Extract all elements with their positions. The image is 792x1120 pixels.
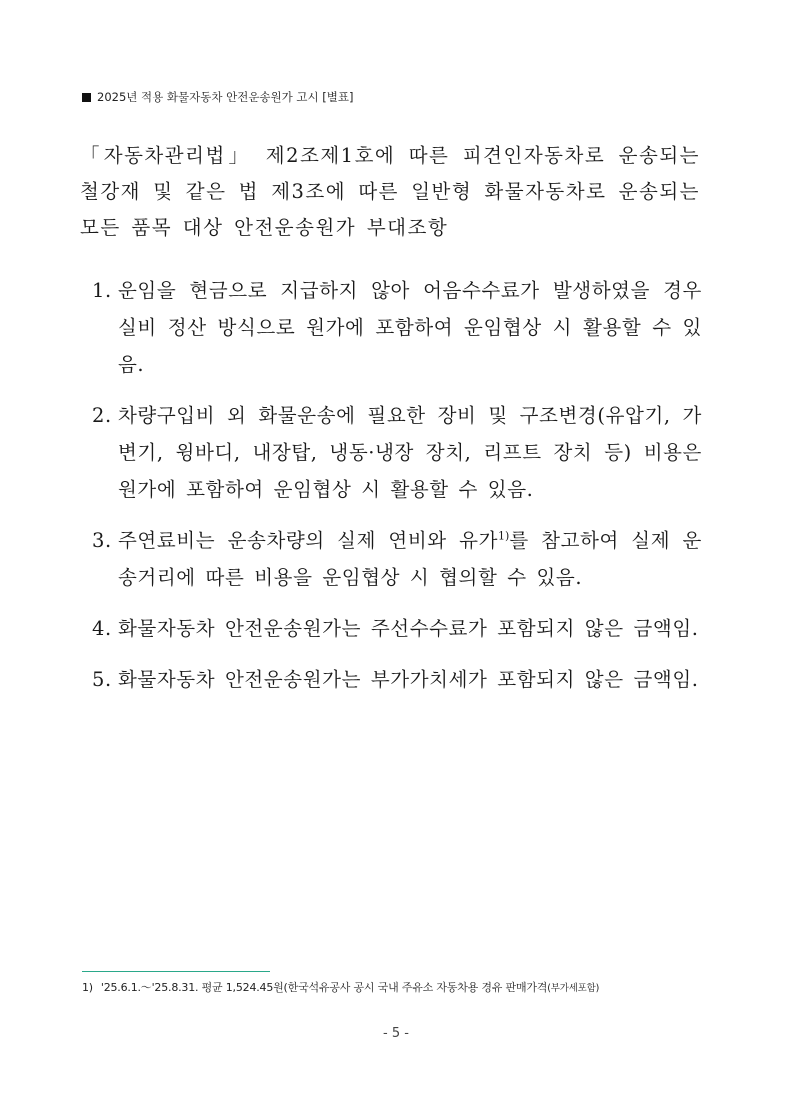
section-title: 「자동차관리법」 제2조제1호에 따른 피견인자동차로 운송되는 철강재 및 같은 법 제3조에 따른 일반형 화물자동차로 운송되는 모든 품목 대상 안전운송원가 부대조항: [80, 144, 700, 239]
footnote-divider: [82, 971, 270, 972]
item-text: 운임을 현금으로 지급하지 않아 어음수수료가 발생하였을 경우 실비 정산 방식으로 원가에 포함하여 운임협상 시 활용할 수 있음.: [118, 279, 702, 376]
list-item: [92, 397, 702, 508]
document-header: [82, 89, 353, 105]
list-item: [92, 522, 702, 596]
footnote-text: '25.6.1.～'25.8.31. 평균 1,524.45원(한국석유공사 공시 국내 주유소 자동차용 경유 판매가격: [100, 981, 548, 994]
footnote-mark: 1): [82, 981, 93, 994]
item-text: [118, 522, 702, 596]
item-number: 5.: [92, 668, 112, 691]
item-number: 2.: [92, 404, 112, 427]
black-square-icon: [82, 93, 91, 102]
footnote: [82, 979, 599, 995]
item-number: 4.: [92, 617, 112, 640]
footnote-small-text: (부가세포함): [547, 983, 600, 994]
list-item: [92, 272, 702, 383]
item-text-part: 주연료비는 운송차량의 실제 연비와 유가: [118, 529, 499, 552]
item-text: 화물자동차 안전운송원가는 주선수수료가 포함되지 않은 금액임.: [118, 617, 699, 640]
provision-list: [92, 272, 702, 712]
item-text: 차량구입비 외 화물운송에 필요한 장비 및 구조변경(유압기, 가변기, 윙바디, 내장탑, 냉동·냉장 장치, 리프트 장치 등) 비용은 원가에 포함하여 운임협상 시 활용할 수 있음.: [118, 404, 702, 501]
header-text: 2025년 적용 화물자동차 안전운송원가 고시 [별표]: [97, 90, 354, 104]
list-item: [92, 610, 702, 647]
item-text-part: 를 참고하여 실제 운송거리에 따른 비용을 운임협상 시 협의할 수 있음.: [118, 529, 702, 589]
item-number: 1.: [92, 279, 112, 302]
item-text: 화물자동차 안전운송원가는 부가가치세가 포함되지 않은 금액임.: [118, 668, 699, 691]
page-number: - 5 -: [383, 1026, 409, 1041]
list-item: [92, 661, 702, 698]
footnote-reference[interactable]: 1): [498, 529, 510, 543]
item-number: 3.: [92, 529, 112, 552]
